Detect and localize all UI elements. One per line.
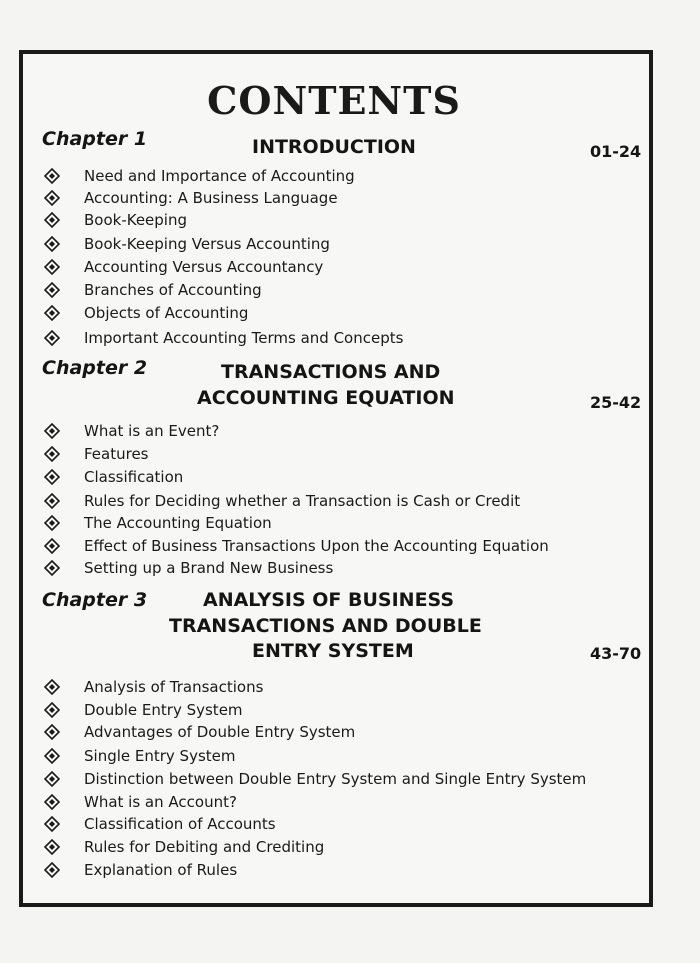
topic-text: Features xyxy=(84,445,149,463)
list-item xyxy=(44,302,249,324)
topic-text: Advantages of Double Entry System xyxy=(84,723,356,741)
list-item xyxy=(44,327,404,349)
diamond-bullet-icon xyxy=(44,702,60,718)
topic-text: Accounting Versus Accountancy xyxy=(84,258,324,276)
diamond-bullet-icon xyxy=(44,305,60,321)
list-item xyxy=(44,512,272,534)
list-item xyxy=(44,676,264,698)
list-item xyxy=(44,535,549,557)
chapter-1-title: INTRODUCTION xyxy=(252,136,416,158)
topic-text: Setting up a Brand New Business xyxy=(84,559,334,577)
chapter-2-label: Chapter 2 xyxy=(42,357,148,379)
diamond-bullet-icon xyxy=(44,538,60,554)
list-item xyxy=(44,209,188,231)
list-item xyxy=(44,233,330,255)
diamond-bullet-icon xyxy=(44,862,60,878)
diamond-bullet-icon xyxy=(44,236,60,252)
list-item xyxy=(44,745,236,767)
topic-text: Important Accounting Terms and Concepts xyxy=(84,329,404,347)
topic-text: Double Entry System xyxy=(84,701,243,719)
topic-text: Analysis of Transactions xyxy=(84,678,264,696)
diamond-bullet-icon xyxy=(44,515,60,531)
topic-text: What is an Account? xyxy=(84,793,237,811)
topic-text: Classification xyxy=(84,468,184,486)
list-item xyxy=(44,836,325,858)
diamond-bullet-icon xyxy=(44,446,60,462)
list-item xyxy=(44,165,355,187)
diamond-bullet-icon xyxy=(44,493,60,509)
chapter-2-pages: 25-42 xyxy=(590,393,642,412)
list-item xyxy=(44,768,587,790)
diamond-bullet-icon xyxy=(44,724,60,740)
list-item xyxy=(44,256,324,278)
diamond-bullet-icon xyxy=(44,423,60,439)
diamond-bullet-icon xyxy=(44,190,60,206)
topic-text: The Accounting Equation xyxy=(84,514,272,532)
diamond-bullet-icon xyxy=(44,679,60,695)
topic-text: Distinction between Double Entry System and Single Entry System xyxy=(84,770,587,788)
chapter-2-title-line-2: ACCOUNTING EQUATION xyxy=(197,387,455,409)
diamond-bullet-icon xyxy=(44,469,60,485)
topic-text: Single Entry System xyxy=(84,747,236,765)
chapter-3-title-line-1: ANALYSIS OF BUSINESS xyxy=(203,589,455,611)
chapter-1-label: Chapter 1 xyxy=(42,128,148,150)
topic-text: Accounting: A Business Language xyxy=(84,189,338,207)
diamond-bullet-icon xyxy=(44,212,60,228)
topic-text: Rules for Deciding whether a Transaction is Cash or Credit xyxy=(84,492,521,510)
list-item xyxy=(44,420,220,442)
topic-text: Book-Keeping xyxy=(84,211,188,229)
diamond-bullet-icon xyxy=(44,748,60,764)
diamond-bullet-icon xyxy=(44,330,60,346)
list-item xyxy=(44,443,149,465)
chapter-1-pages: 01-24 xyxy=(590,142,642,161)
list-item xyxy=(44,813,276,835)
topic-text: Explanation of Rules xyxy=(84,861,238,879)
topic-text: Effect of Business Transactions Upon the Accounting Equation xyxy=(84,537,549,555)
list-item xyxy=(44,187,338,209)
topic-text: Objects of Accounting xyxy=(84,304,249,322)
diamond-bullet-icon xyxy=(44,168,60,184)
chapter-3-title-line-2: TRANSACTIONS AND DOUBLE xyxy=(169,615,482,637)
diamond-bullet-icon xyxy=(44,771,60,787)
list-item xyxy=(44,721,356,743)
chapter-3-label: Chapter 3 xyxy=(42,589,148,611)
diamond-bullet-icon xyxy=(44,560,60,576)
diamond-bullet-icon xyxy=(44,839,60,855)
topic-text: Rules for Debiting and Crediting xyxy=(84,838,325,856)
chapter-2-title-line-1: TRANSACTIONS AND xyxy=(221,361,441,383)
list-item xyxy=(44,557,334,579)
chapter-3-title-line-3: ENTRY SYSTEM xyxy=(252,640,414,662)
list-item xyxy=(44,279,262,301)
diamond-bullet-icon xyxy=(44,794,60,810)
list-item xyxy=(44,791,237,813)
list-item xyxy=(44,859,238,881)
topic-text: Book-Keeping Versus Accounting xyxy=(84,235,330,253)
list-item xyxy=(44,466,184,488)
chapter-3-pages: 43-70 xyxy=(590,644,642,663)
topic-text: Classification of Accounts xyxy=(84,815,276,833)
diamond-bullet-icon xyxy=(44,282,60,298)
list-item xyxy=(44,490,521,512)
page-title: CONTENTS xyxy=(207,78,461,123)
topic-text: Branches of Accounting xyxy=(84,281,262,299)
topic-text: Need and Importance of Accounting xyxy=(84,167,355,185)
topic-text: What is an Event? xyxy=(84,422,220,440)
list-item xyxy=(44,699,243,721)
diamond-bullet-icon xyxy=(44,816,60,832)
diamond-bullet-icon xyxy=(44,259,60,275)
